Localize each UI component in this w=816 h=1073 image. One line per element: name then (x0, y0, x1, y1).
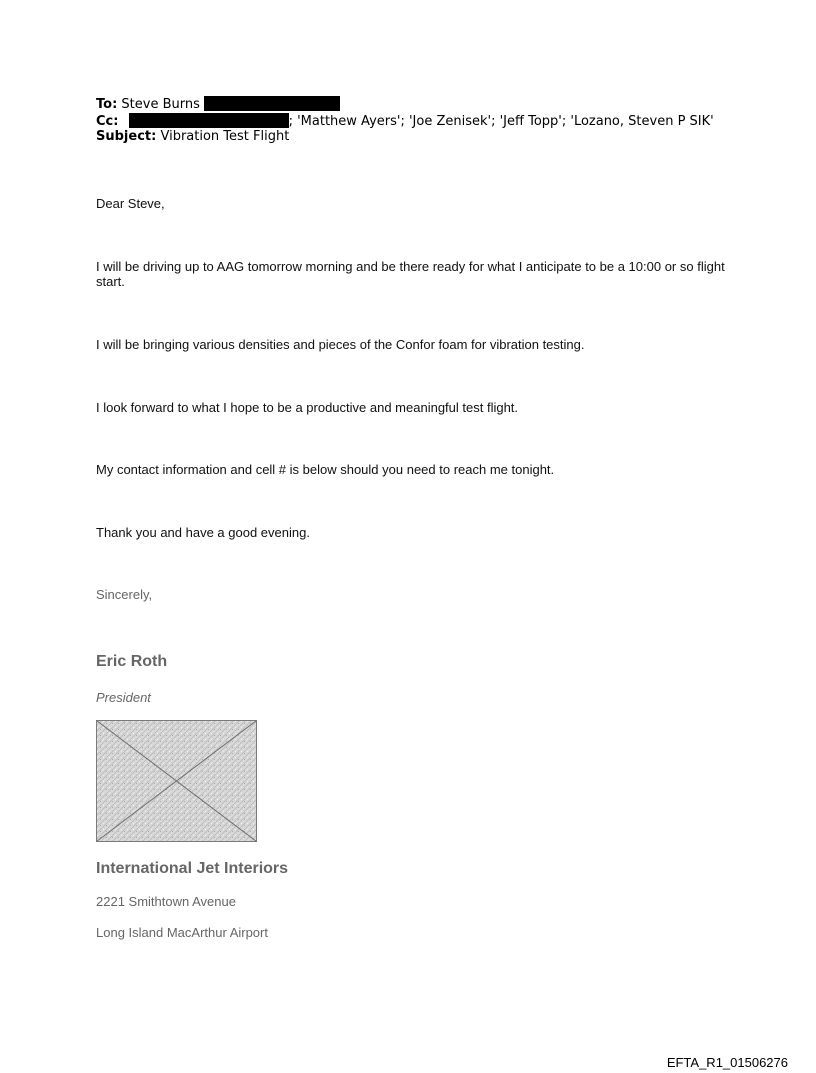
signature-name: Eric Roth (96, 653, 168, 670)
cc-label: Cc: (96, 114, 119, 129)
to-value: Steve Burns (121, 97, 200, 112)
address-line-2: Long Island MacArthur Airport (96, 925, 268, 940)
missing-image-placeholder (96, 720, 257, 842)
paragraph-1: I will be driving up to AAG tomorrow morning and be there ready for what I anticipate to be a 10:00 or so flight start. (96, 259, 725, 289)
paragraph-2: I will be bringing various densities and pieces of the Confor foam for vibration testing. (96, 337, 585, 352)
cc-line (96, 113, 714, 130)
cc-value: ; 'Matthew Ayers'; 'Joe Zenisek'; 'Jeff Topp'; 'Lozano, Steven P SIK' (288, 114, 714, 129)
closing: Sincerely, (96, 587, 153, 602)
paragraph-5: Thank you and have a good evening. (96, 525, 310, 540)
company-name: International Jet Interiors (96, 860, 289, 877)
subject-line (96, 129, 289, 145)
subject-value: Vibration Test Flight (160, 129, 290, 144)
document-id: EFTA_R1_01506276 (666, 1055, 788, 1070)
to-label: To: (96, 97, 118, 112)
signature-title: President (96, 690, 151, 705)
subject-label: Subject: (96, 129, 157, 144)
paragraph-4: My contact information and cell # is below should you need to reach me tonight. (96, 462, 555, 477)
greeting: Dear Steve, (96, 196, 165, 211)
redaction-block (129, 113, 289, 128)
redaction-block (204, 96, 340, 111)
to-line (96, 96, 340, 113)
address-line-1: 2221 Smithtown Avenue (96, 894, 236, 909)
paragraph-3: I look forward to what I hope to be a productive and meaningful test flight. (96, 400, 519, 415)
